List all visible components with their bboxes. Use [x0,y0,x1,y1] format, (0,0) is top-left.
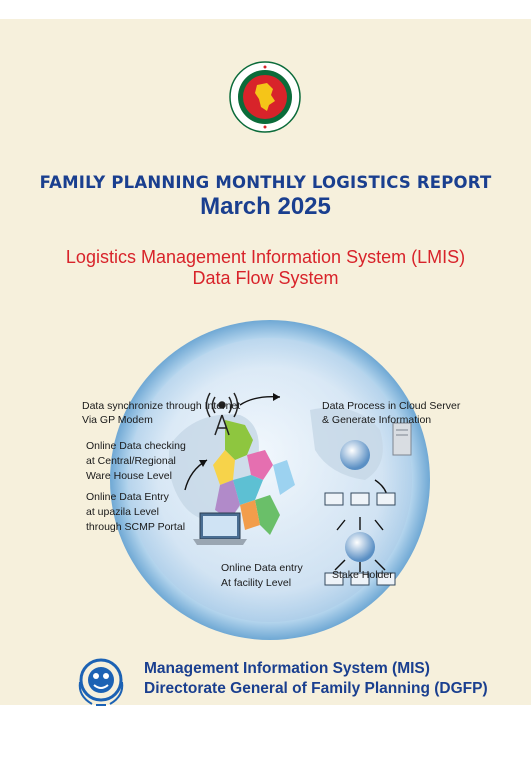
footer-line2: Directorate General of Family Planning (DGFP) [144,680,488,697]
label-sync-line2: Via GP Modem [82,414,153,426]
report-date: March 2025 [200,193,331,220]
label-stakeholder: Stake Holder [332,569,393,581]
label-entry-upazila [86,490,185,535]
laptop-icon-upazila [193,513,247,545]
label-entry-facility-line2: At facility Level [221,577,292,589]
mis-dgfp-logo [72,652,130,710]
laptop-icons-mid [325,493,395,505]
mis-footer-text [144,659,514,699]
lmis-title-line2: Data Flow System [192,268,339,288]
footer-line1: Management Information System (MIS) [144,660,430,677]
globe-icon-top [340,440,370,470]
label-cloud-line1: Data Process in Cloud Server [322,400,461,412]
label-checking [86,439,186,484]
label-entry-upazila-line3: through SCMP Portal [86,521,186,533]
label-checking-line2: at Central/Regional [86,455,176,467]
label-entry-upazila-line1: Online Data Entry [86,491,169,503]
report-cover [0,19,531,705]
label-entry-facility [221,561,303,591]
label-sync-line1: Data synchronize through Internet [82,400,241,412]
label-sync [82,399,240,427]
report-main-title: FAMILY PLANNING MONTHLY LOGISTICS REPORT [39,173,492,192]
label-entry-facility-line1: Online Data entry [221,562,303,574]
label-checking-line3: Ware House Level [86,470,172,482]
label-cloud-line2: & Generate Information [322,414,432,426]
globe-icon-bottom [345,532,375,562]
label-entry-upazila-line2: at upazila Level [86,506,159,518]
lmis-title-line1: Logistics Management Information System (LMIS) [65,247,466,267]
government-emblem [229,61,301,133]
cloud-server-icon [393,423,411,455]
data-flow-diagram [75,315,465,645]
label-checking-line1: Online Data checking [86,440,186,452]
label-cloud [322,399,460,427]
lmis-title [0,247,531,289]
